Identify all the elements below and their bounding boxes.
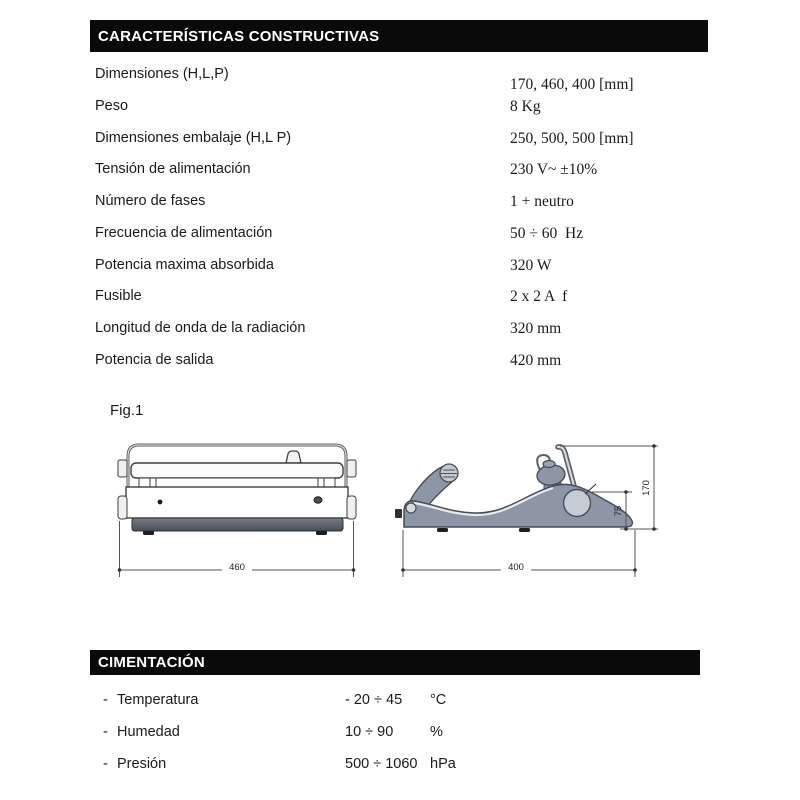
spec-label: Fusible bbox=[95, 288, 142, 304]
spec-label: Peso bbox=[95, 98, 129, 114]
spec-row bbox=[0, 193, 800, 215]
spec-row bbox=[0, 352, 800, 374]
spec-value: 2 x 2 A f bbox=[510, 288, 568, 305]
section-header-cimentacion bbox=[90, 650, 700, 675]
env-unit: hPa bbox=[430, 756, 456, 772]
env-value: 500 ÷ 1060 bbox=[345, 756, 418, 772]
env-value: 10 ÷ 90 bbox=[345, 724, 394, 740]
hinge-circle bbox=[564, 490, 591, 517]
env-row bbox=[0, 692, 800, 714]
technical-drawing bbox=[95, 428, 680, 586]
env-label: Presión bbox=[117, 756, 167, 772]
env-row bbox=[0, 724, 800, 746]
front-lid bbox=[131, 463, 343, 478]
spec-label: Longitud de onda de la radiación bbox=[95, 320, 306, 336]
spec-row bbox=[0, 225, 800, 247]
spec-label: Potencia maxima absorbida bbox=[95, 257, 274, 273]
spec-value: 420 mm bbox=[510, 352, 562, 369]
power-dot bbox=[314, 497, 322, 503]
env-value: - 20 ÷ 45 bbox=[345, 692, 403, 708]
env-label: Humedad bbox=[117, 724, 180, 740]
env-row bbox=[0, 756, 800, 778]
spec-label: Tensión de alimentación bbox=[95, 161, 251, 177]
spec-label: Potencia de salida bbox=[95, 352, 214, 368]
spec-row bbox=[0, 161, 800, 183]
spec-label: Número de fases bbox=[95, 193, 206, 209]
seal-strip bbox=[139, 478, 335, 487]
spec-value: 320 mm bbox=[510, 320, 562, 337]
section-header-caracteristicas bbox=[90, 20, 708, 52]
spec-row bbox=[0, 320, 800, 342]
spec-value: 1 + neutro bbox=[510, 193, 574, 210]
spec-label: Frecuencia de alimentación bbox=[95, 225, 273, 241]
dim-label-170: 170 bbox=[641, 480, 652, 496]
dim-label-75: 75 bbox=[613, 505, 624, 517]
env-unit: °C bbox=[430, 692, 447, 708]
side-view-drawing bbox=[395, 444, 658, 577]
dim-label-460: 460 bbox=[229, 562, 245, 573]
front-view-drawing bbox=[118, 445, 356, 577]
spec-value: 170, 460, 400 [mm] bbox=[510, 76, 634, 93]
figure-caption: Fig.1 bbox=[110, 402, 144, 419]
row-dash: - bbox=[103, 724, 108, 740]
spec-value: 230 V~ ±10% bbox=[510, 161, 598, 178]
spec-value: 250, 500, 500 [mm] bbox=[510, 130, 634, 147]
spec-value: 320 W bbox=[510, 257, 552, 274]
spec-row bbox=[0, 130, 800, 152]
seal-bar-dark bbox=[132, 518, 343, 531]
spec-row bbox=[0, 98, 800, 120]
env-unit: % bbox=[430, 724, 443, 740]
row-dash: - bbox=[103, 692, 108, 708]
spec-row bbox=[0, 288, 800, 310]
spec-row bbox=[0, 257, 800, 279]
section-title: CARACTERÍSTICAS CONSTRUCTIVAS bbox=[98, 27, 380, 45]
spec-row bbox=[0, 66, 800, 93]
spec-value: 50 ÷ 60 Hz bbox=[510, 225, 584, 242]
spec-value: 8 Kg bbox=[510, 98, 541, 115]
dim-label-400: 400 bbox=[508, 562, 524, 573]
env-label: Temperatura bbox=[117, 692, 199, 708]
section-title: CIMENTACIÓN bbox=[98, 654, 205, 671]
screw-dot bbox=[158, 500, 163, 505]
row-dash: - bbox=[103, 756, 108, 772]
spec-label: Dimensiones embalaje (H,L P) bbox=[95, 130, 292, 146]
side-latch bbox=[395, 509, 402, 518]
spec-label: Dimensiones (H,L,P) bbox=[95, 66, 229, 82]
lid-knob bbox=[286, 451, 301, 463]
